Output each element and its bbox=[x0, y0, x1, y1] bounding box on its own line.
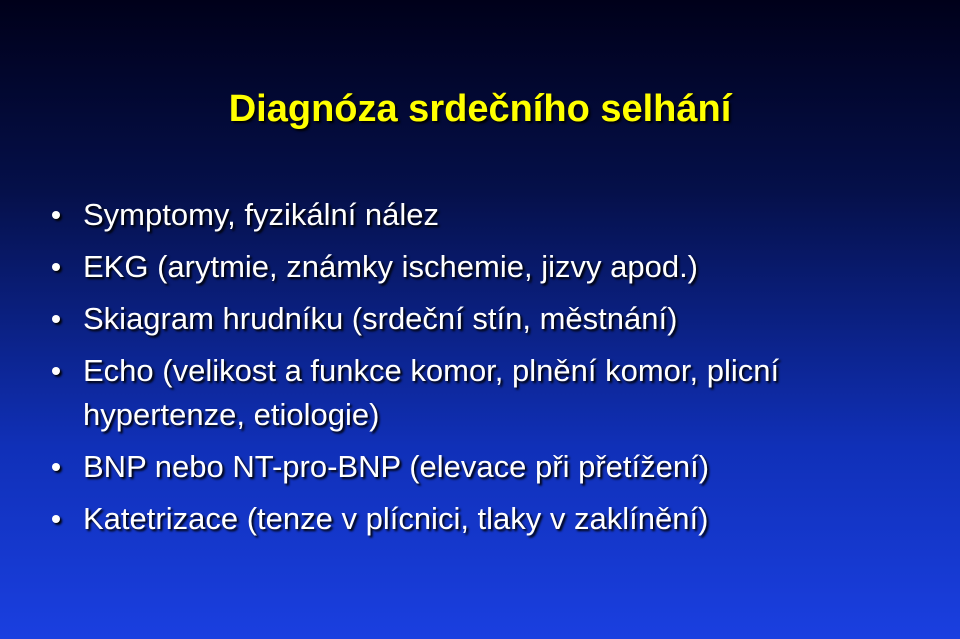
bullet-text: Skiagram hrudníku (srdeční stín, městnání) bbox=[83, 301, 678, 336]
bullet-text: Katetrizace (tenze v plícnici, tlaky v zaklínění) bbox=[83, 501, 709, 536]
bullet-icon bbox=[52, 515, 60, 523]
bullet-item-bnp bbox=[48, 445, 938, 489]
bullet-icon bbox=[52, 463, 60, 471]
bullet-text: BNP nebo NT-pro-BNP (elevace při přetížení) bbox=[83, 449, 710, 484]
bullet-item-symptoms bbox=[48, 193, 938, 237]
bullet-icon bbox=[52, 367, 60, 375]
bullet-item-echo bbox=[48, 349, 938, 437]
bullet-icon bbox=[52, 315, 60, 323]
slide-title: Diagnóza srdečního selhání bbox=[228, 88, 732, 130]
bullet-item-chest-xray bbox=[48, 297, 938, 341]
bullet-item-ekg bbox=[48, 245, 938, 289]
bullet-item-catheterization bbox=[48, 497, 938, 541]
bullet-text: EKG (arytmie, známky ischemie, jizvy apod.) bbox=[83, 249, 699, 284]
bullet-text: Symptomy, fyzikální nález bbox=[83, 197, 440, 232]
bullet-text: Echo (velikost a funkce komor, plnění komor, plicní hypertenze, etiologie) bbox=[83, 353, 780, 432]
bullet-icon bbox=[52, 263, 60, 271]
bullet-list bbox=[48, 193, 938, 549]
bullet-icon bbox=[52, 211, 60, 219]
